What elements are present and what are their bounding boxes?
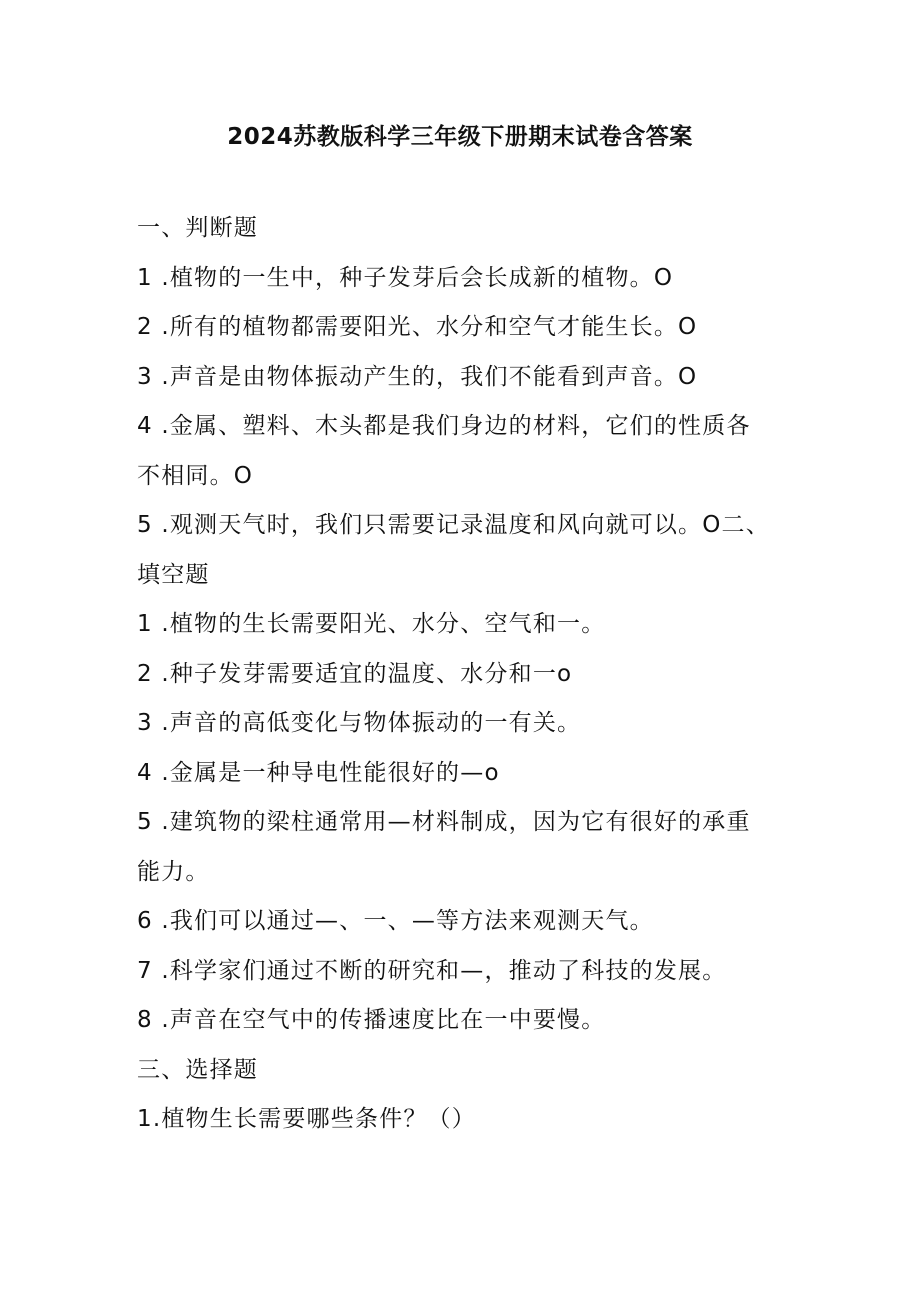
fill-question-8: 8 .声音在空气中的传播速度比在一中要慢。 (137, 1007, 606, 1033)
judgment-question-4-continued: 不相同。O (137, 463, 254, 489)
fill-question-5: 5 .建筑物的梁柱通常用—材料制成，因为它有很好的承重 (137, 809, 751, 835)
section-heading-choice: 三、选择题 (137, 1057, 258, 1083)
fill-question-7: 7 .科学家们通过不断的研究和—，推动了科技的发展。 (137, 958, 727, 984)
judgment-question-2: 2 .所有的植物都需要阳光、水分和空气才能生长。O (137, 314, 698, 340)
fill-question-1: 1 .植物的生长需要阳光、水分、空气和一。 (137, 611, 606, 637)
judgment-question-4: 4 .金属、塑料、木头都是我们身边的材料，它们的性质各 (137, 413, 751, 439)
judgment-question-3: 3 .声音是由物体振动产生的，我们不能看到声音。O (137, 364, 698, 390)
section-heading-fill-in: 填空题 (137, 562, 210, 588)
section-heading-judgment: 一、判断题 (137, 215, 258, 241)
judgment-question-1: 1 .植物的一生中，种子发芽后会长成新的植物。O (137, 265, 674, 291)
fill-question-5-continued: 能力。 (137, 859, 210, 885)
fill-question-3: 3 .声音的高低变化与物体振动的一有关。 (137, 710, 582, 736)
judgment-question-5: 5 .观测天气时，我们只需要记录温度和风向就可以。O二、 (137, 512, 770, 538)
fill-question-6: 6 .我们可以通过—、一、—等方法来观测天气。 (137, 908, 654, 934)
fill-question-2: 2 .种子发芽需要适宜的温度、水分和一o (137, 661, 573, 687)
fill-question-4: 4 .金属是一种导电性能很好的—o (137, 760, 500, 786)
document-title: 2024苏教版科学三年级下册期末试卷含答案 (227, 124, 693, 150)
choice-question-1: 1.植物生长需要哪些条件？（） (137, 1106, 476, 1132)
